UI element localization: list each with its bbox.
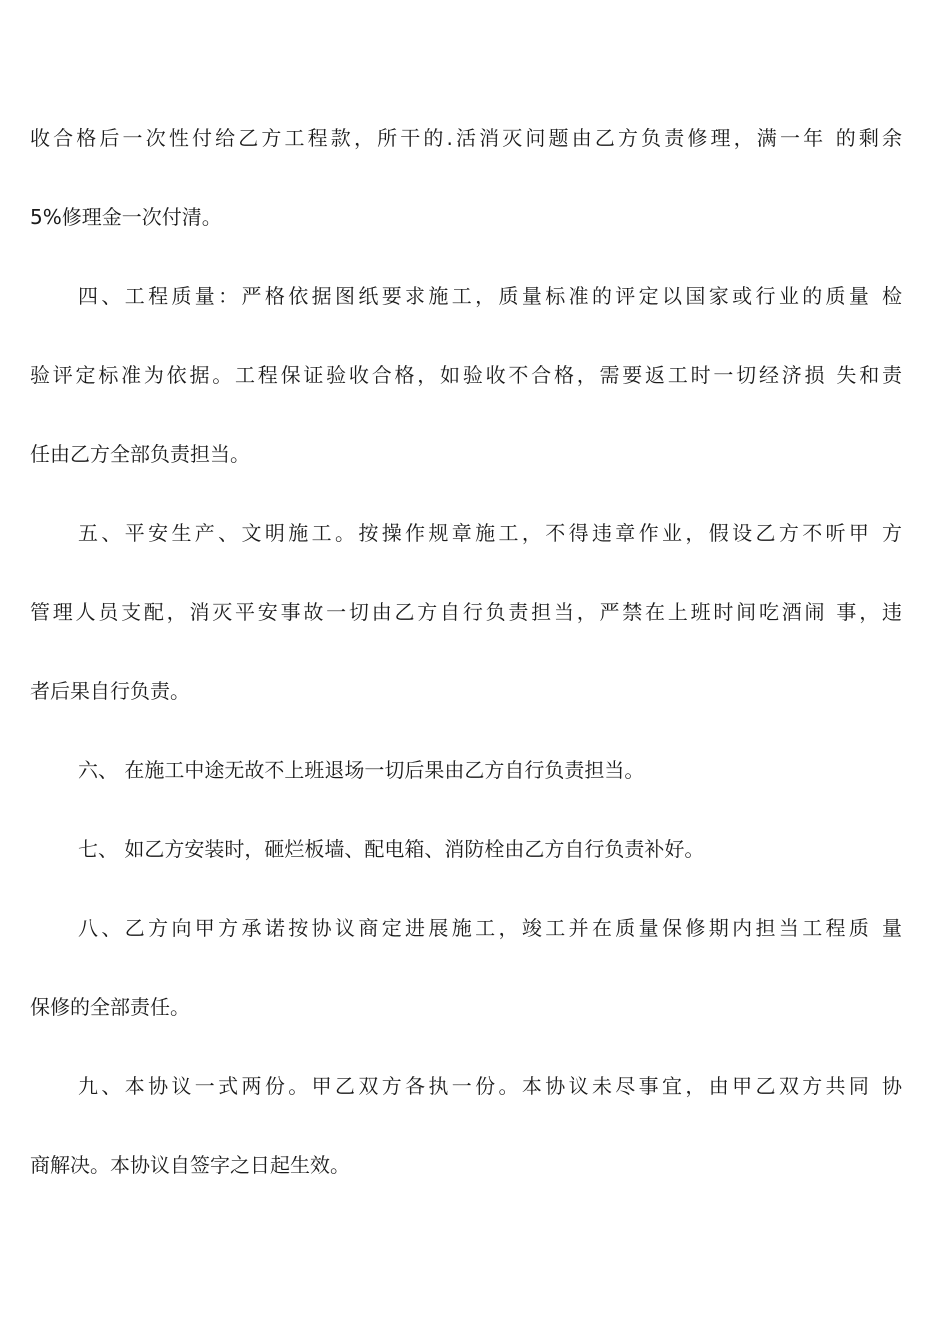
clause-4-line-1: 四、工程质量：严格依据图纸要求施工，质量标准的评定以国家或行业的质量 检: [78, 284, 902, 308]
clause-5-line-3: 者后果自行负责。: [30, 679, 190, 703]
clause-8-line-2: 保修的全部责任。: [30, 995, 190, 1019]
clause-5-line-1: 五、平安生产、文明施工。按操作规章施工，不得违章作业，假设乙方不听甲 方: [78, 521, 902, 545]
clause-4-line-3: 任由乙方全部负责担当。: [30, 442, 250, 466]
clause-6-line-1: 六、 在施工中途无故不上班退场一切后果由乙方自行负责担当。: [78, 758, 645, 782]
text-line-payment-terms: 收合格后一次性付给乙方工程款，所干的.活消灭问题由乙方负责修理，满一年 的剩余: [30, 126, 902, 150]
clause-8-line-1: 八、乙方向甲方承诺按协议商定进展施工，竣工并在质量保修期内担当工程质 量: [78, 916, 902, 940]
clause-9-line-2: 商解决。本协议自签字之日起生效。: [30, 1153, 350, 1177]
clause-7-line-1: 七、 如乙方安装时，砸烂板墙、配电箱、消防栓由乙方自行负责补好。: [78, 837, 705, 861]
clause-5-line-2: 管理人员支配，消灭平安事故一切由乙方自行负责担当，严禁在上班时间吃酒闹 事，违: [30, 600, 902, 624]
clause-4-line-2: 验评定标准为依据。工程保证验收合格，如验收不合格，需要返工时一切经济损 失和责: [30, 363, 902, 387]
text-line-warranty-payment: 5%修理金一次付清。: [30, 205, 222, 229]
clause-9-line-1: 九、本协议一式两份。甲乙双方各执一份。本协议未尽事宜，由甲乙双方共同 协: [78, 1074, 902, 1098]
